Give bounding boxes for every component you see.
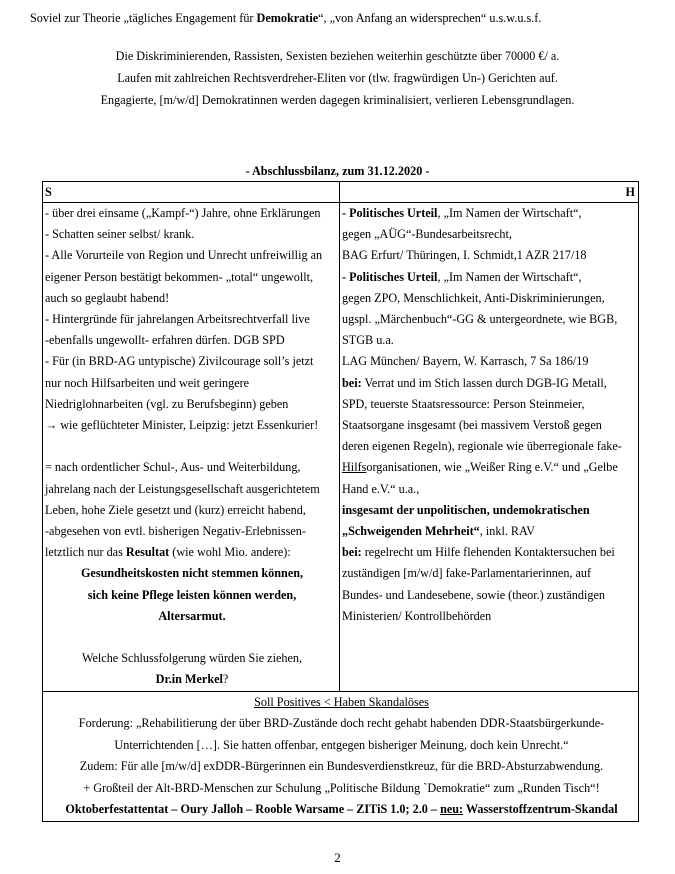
haben-line bbox=[342, 521, 638, 542]
intro-line-3: Laufen mit zahlreichen Rechtsverdreher-Eliten vor (tlw. fragwürdigen Un-) Gerichten auf. bbox=[117, 71, 558, 85]
soll-line bbox=[45, 542, 339, 563]
bottom-line: Zudem: Für alle [m/w/d] exDDR-Bürgerinnen ein Bundesverdienstkreuz, für die BRD-Absturzabwendung. bbox=[79, 759, 604, 774]
haben-line bbox=[342, 267, 638, 288]
neu-underlined: neu: bbox=[440, 802, 464, 817]
soll-line: nur noch Hilfsarbeiten und weit geringere bbox=[45, 375, 250, 390]
haben-bold: bei: bbox=[342, 375, 362, 390]
haben-text: , „Im Namen der Wirtschaft“, bbox=[437, 206, 582, 220]
intro-line-2: Die Diskriminierenden, Rassisten, Sexisten beziehen weiterhin geschützte über 70000 €/ a. bbox=[115, 49, 560, 63]
haben-text: regelrecht um Hilfe flehenden Kontaktersuchen bei bbox=[361, 545, 615, 560]
haben-line: LAG München/ Bayern, W. Karrasch, 7 Sa 186/19 bbox=[342, 354, 589, 369]
resultat-bold: Resultat bbox=[125, 545, 170, 560]
header-haben: H bbox=[340, 182, 639, 203]
soll-line: auch so geglaubt habend! bbox=[45, 290, 170, 305]
soll-line: → wie geflüchteter Minister, Leipzig: jetzt Essenkurier! bbox=[45, 418, 319, 433]
soll-line: - Alle Vorurteile von Region und Unrecht unfreiwillig an bbox=[45, 248, 323, 263]
soll-line: - Schatten seiner selbst/ krank. bbox=[45, 227, 195, 242]
intro-line-4: Engagierte, [m/w/d] Demokratinnen werden dagegen kriminalisiert, verlieren Lebensgrundlagen. bbox=[100, 93, 575, 107]
haben-line: ugspl. „Märchenbuch“-GG & untergeordnete, wie BGB, bbox=[342, 312, 618, 327]
intro-text bbox=[0, 10, 675, 108]
haben-line: gegen ZPO, Menschlichkeit, Anti-Diskriminierungen, bbox=[342, 290, 605, 305]
intro-line-1-bold: Demokratie bbox=[256, 11, 319, 25]
bilanz-title: - Abschlussbilanz, zum 31.12.2020 - bbox=[245, 164, 430, 178]
bottom-text: Oktoberfestattentat – Oury Jalloh – Rooble Warsame – ZITiS 1.0; 2.0 – bbox=[65, 802, 441, 817]
haben-bold: - Politisches Urteil bbox=[342, 269, 438, 284]
soll-line-bold: Gesundheitskosten nicht stemmen können, bbox=[80, 566, 304, 581]
haben-text: , inkl. RAV bbox=[479, 524, 536, 539]
haben-line: STGB u.a. bbox=[342, 333, 394, 348]
haben-bold: - Politisches Urteil bbox=[342, 206, 438, 220]
soll-line: - über drei einsame („Kampf-“) Jahre, ohne Erklärungen bbox=[45, 206, 321, 220]
soll-text: letztlich nur das bbox=[45, 545, 126, 560]
intro-line-1-c: “, „von Anfang an widersprechen“ u.s.w.u.s.f. bbox=[318, 11, 542, 25]
header-soll: S bbox=[43, 182, 340, 203]
bottom-line: Unterrichtenden […]. Sie hatten offenbar, entgegen bisheriger Meinung, doch kein Unrecht.“ bbox=[114, 737, 569, 752]
bottom-cell bbox=[43, 691, 639, 821]
haben-line: Bundes- und Landesebene, sowie (theor.) zuständigen bbox=[342, 587, 605, 602]
soll-line: eigener Person bestätigt bekommen- „total“ ungewollt, bbox=[45, 269, 314, 284]
haben-line bbox=[342, 373, 638, 394]
haben-bold: bei: bbox=[342, 545, 362, 560]
bottom-title: Soll Positives < Haben Skandalöses bbox=[254, 694, 429, 709]
haben-text: organisationen, wie „Weißer Ring e.V.“ und „Gelbe bbox=[366, 460, 618, 475]
soll-line: -ebenfalls ungewollt- erfahren dürfen. DGB SPD bbox=[45, 333, 285, 348]
haben-line-bold: insgesamt der unpolitischen, undemokratischen bbox=[342, 502, 590, 517]
soll-text: (wie wohl Mio. andere): bbox=[169, 545, 291, 560]
ledger-bottom-row bbox=[43, 691, 639, 821]
intro-line-1-a: Soviel zur Theorie „tägliches Engagement für bbox=[30, 11, 257, 25]
merkel-bold: Dr.in Merkel bbox=[155, 672, 223, 687]
soll-line bbox=[45, 669, 339, 690]
soll-line: jahrelang nach der Leistungsgesellschaft ausgerichtetem bbox=[45, 481, 320, 496]
soll-line: Niedriglohnarbeiten (vgl. zu Berufsbeginn) geben bbox=[45, 396, 289, 411]
bottom-text: Wasserstoffzentrum-Skandal bbox=[463, 802, 618, 817]
soll-line-bold: sich keine Pflege leisten können werden, bbox=[87, 587, 297, 602]
haben-text: , „Im Namen der Wirtschaft“, bbox=[437, 269, 582, 284]
haben-line: deren eigenen Regeln), regionale wie überregionale fake- bbox=[342, 439, 622, 454]
ledger-table bbox=[42, 181, 639, 822]
haben-line: Ministerien/ Kontrollbehörden bbox=[342, 608, 492, 623]
haben-line: SPD, teuerste Staatsressource: Person Steinmeier, bbox=[342, 396, 585, 411]
bottom-line: + Großteil der Alt-BRD-Menschen zur Schulung „Politische Bildung `Demokratie“ zum „Runden Tisch“! bbox=[83, 780, 600, 795]
soll-column bbox=[43, 203, 340, 692]
intro-line-1 bbox=[0, 10, 675, 26]
soll-line-bold: Altersarmut. bbox=[158, 608, 226, 623]
haben-line: Staatsorgane insgesamt (bei massivem Verstoß gegen bbox=[342, 418, 602, 433]
haben-line bbox=[342, 203, 638, 224]
soll-line: Welche Schlussfolgerung würden Sie ziehen, bbox=[81, 651, 303, 666]
ledger-body-row bbox=[43, 203, 639, 692]
bottom-line: Forderung: „Rehabilitierung der über BRD-Zustände doch recht gehabt habenden DDR-Staatsbürgerkunde- bbox=[78, 716, 605, 731]
soll-line: = nach ordentlicher Schul-, Aus- und Weiterbildung, bbox=[45, 460, 301, 475]
soll-line: - Hintergründe für jahrelangen Arbeitsrechtverfall live bbox=[45, 312, 310, 327]
hilfs-underlined: Hilfs bbox=[342, 460, 367, 475]
soll-line: -abgesehen von evtl. bisherigen Negativ-Erlebnissen- bbox=[45, 524, 306, 539]
haben-line: zuständigen [m/w/d] fake-Parlamentarierinnen, auf bbox=[342, 566, 592, 581]
ledger-header-row bbox=[43, 182, 639, 203]
soll-text: ? bbox=[222, 672, 229, 687]
haben-line: gegen „AÜG“-Bundesarbeitsrecht, bbox=[342, 227, 512, 242]
soll-line: - Für (in BRD-AG untypische) Zivilcourage soll’s jetzt bbox=[45, 354, 314, 369]
page-number: 2 bbox=[334, 850, 341, 865]
soll-line: Leben, hohe Ziele gesetzt und (kurz) erreicht habend, bbox=[45, 502, 306, 517]
bottom-line-bold bbox=[45, 799, 638, 821]
haben-text: Verrat und im Stich lassen durch DGB-IG Metall, bbox=[361, 375, 607, 390]
haben-line bbox=[342, 457, 638, 478]
haben-bold: „Schweigenden Mehrheit“ bbox=[342, 524, 480, 539]
haben-line: BAG Erfurt/ Thüringen, I. Schmidt,1 AZR 217/18 bbox=[342, 248, 587, 263]
haben-column bbox=[340, 203, 639, 692]
haben-line bbox=[342, 542, 638, 563]
haben-line: Hand e.V.“ u.a., bbox=[342, 481, 420, 496]
